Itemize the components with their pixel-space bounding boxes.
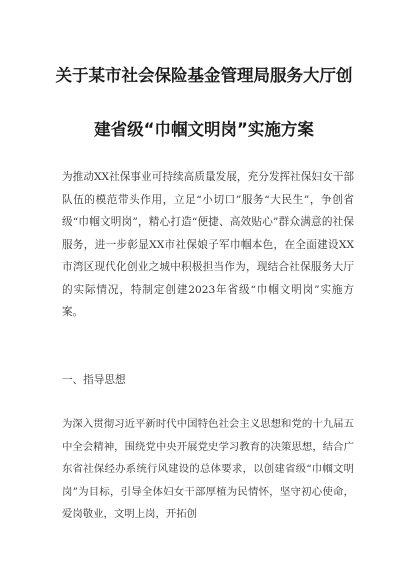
- guiding-ideology-paragraph: 为深入贯彻习近平新时代中国特色社会主义思想和党的十九届五中全会精神，围绕党中央开展党史学习教育的决策思想，结合广东省社保经办系统行风建设的总体要求，以创建省级“巾帼文明岗”为目标，引导全体妇女干部厚植为民情怀，坚守初心使命，爱岗敬业，文明上岗，开拓创: [62, 418, 354, 520]
- intro-paragraph: 为推动XX社保事业可持续高质量发展，充分发挥社保妇女干部队伍的模范带头作用，立足“小切口”服务“大民生”，争创省级“巾帼文明岗”，精心打造“便捷、高效贴心”群众满意的社保服务，进一步彰显XX市社保娘子军巾帼本色，在全面建设XX市湾区现代化创业之城中积极担当作为，现结合社保服务大厅的实际情况，特制定创建2023年省级“巾帼文明岗”实施方案。: [62, 171, 354, 318]
- document-title-line-2: 建省级“巾帼文明岗”实施方案: [94, 120, 314, 139]
- document-title-line-1: 关于某市社会保险基金管理局服务大厅创: [55, 66, 353, 85]
- section-heading-guiding-ideology: 一、指导思想: [62, 374, 126, 386]
